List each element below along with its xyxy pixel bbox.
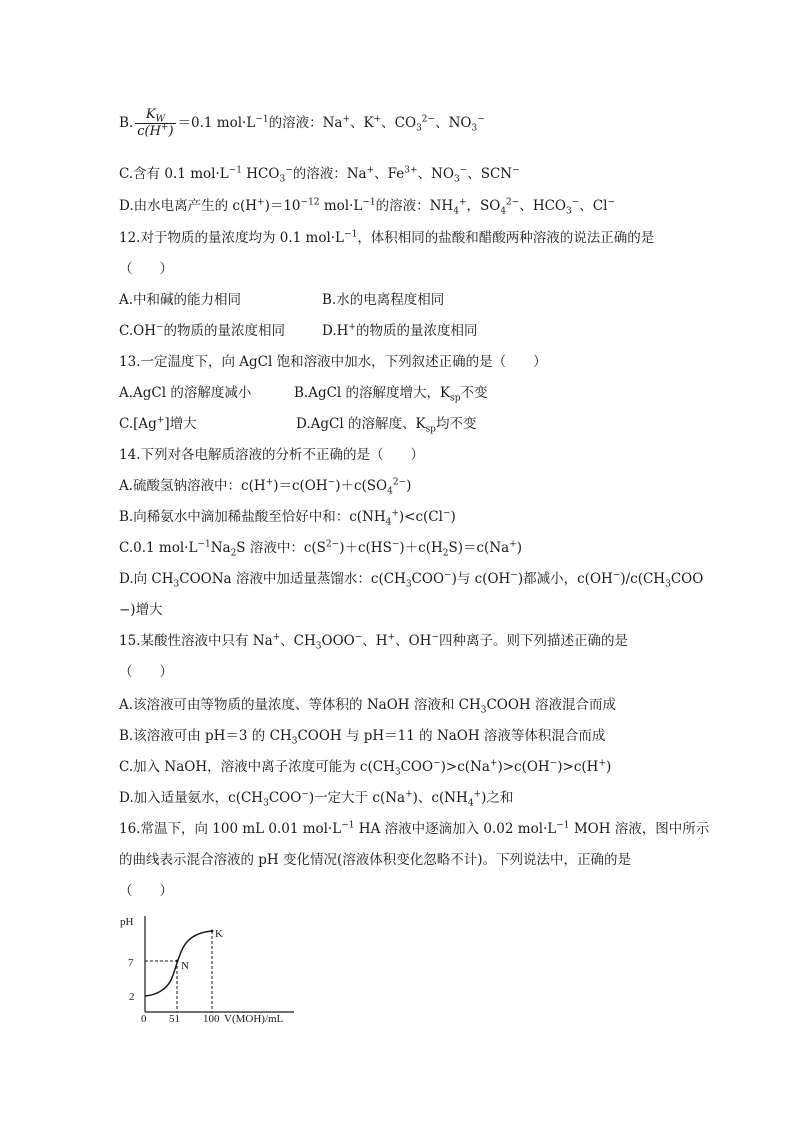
y-tick-2: 2	[129, 991, 135, 1003]
q14-stem: 14.下列对各电解质溶液的分析不正确的是（ ）	[119, 447, 424, 463]
q14-option-b: B.向稀氨水中滴加稀盐酸至恰好中和：$c(NH_4^+)<c(Cl^-)$	[119, 508, 456, 528]
q11-option-d: D.由水电离产生的 $c(H^+)=10^{-12}$ $mol\cdot L^{-1}$的溶液：$NH_4^+$，$SO_4^{2-}$、$HCO_3^-$、Cl−	[119, 197, 615, 217]
kw-fraction: $\frac{K_W}{c(H^+)}$	[137, 107, 174, 139]
q12-option-c: C.OH−的物质的量浓度相同	[119, 322, 286, 339]
titration-curve-svg	[118, 912, 298, 1028]
q11-option-b: B. $\frac{K_W}{c(H^+)}$ ＝0.1 $mol\cdot L^{-1}$的溶液：Na+、K+、$CO_3^{2-}$、$NO_3^-$	[119, 107, 485, 139]
q12-option-a: A.中和碱的能力相同	[119, 292, 242, 308]
q14-option-c: C.0.1 $mol\cdot L^{-1}Na_2S$ 溶液中：$c(S^{2-})+c(HS^-)+c(H_2S)=c(Na^+)$	[119, 539, 523, 559]
q13-option-c: C.[Ag+]增大	[119, 415, 197, 432]
q11-option-c: C.含有 0.1 $mol\cdot L^{-1}$ $HCO_3^-$的溶液：Na+、$Fe^{3+}$、$NO_3^-$、SCN−	[119, 165, 520, 185]
q15-option-c: C.加入 NaOH，溶液中离子浓度可能为 $c(CH_3COO^-)>c(Na^+)>c(OH^-)>c(H^+)$	[119, 758, 612, 778]
point-k-label: K	[215, 928, 223, 940]
point-n-marker	[176, 960, 179, 963]
q16-stem-line-1: 16.常温下，向 100 mL 0.01 $mol\cdot L^{-1}$ HA 溶液中逐滴加入 0.02 $mol\cdot L^{-1}$ MOH 溶液，图中所示	[119, 820, 710, 837]
q13-option-d: D.AgCl 的溶解度、$K_{sp}$均不变	[296, 416, 477, 435]
q16-stem-line-2: 的曲线表示混合溶液的 pH 变化情况(溶液体积变化忽略不计)。下列说法中，正确的是	[119, 852, 632, 868]
point-k-marker	[211, 930, 214, 933]
q12-answer-blank: （ ）	[119, 261, 173, 277]
q12-stem: 12.对于物质的量浓度均为 0.1 $mol\cdot L^{-1}$，体积相同的盐酸和醋酸两种溶液的说法正确的是	[119, 229, 655, 246]
q14-option-d: D.向 $CH_3COONa$ 溶液中加适量蒸馏水：$c(CH_3COO^-)$与 c(OH−)都减小，$c(OH^-)/c(CH_3COO$	[119, 570, 704, 590]
q12-option-d: D.H+的物质的量浓度相同	[322, 322, 478, 339]
titration-curve	[145, 931, 212, 996]
q12-option-b: B.水的电离程度相同	[322, 292, 445, 308]
x-tick-51: 51	[169, 1013, 180, 1025]
titration-curve-figure	[118, 912, 298, 1028]
q13-option-a: A.AgCl 的溶解度减小	[119, 385, 252, 401]
q14-option-d-continued: −)增大	[119, 602, 163, 618]
q13-option-b: B.AgCl 的溶解度增大，$K_{sp}$不变	[294, 385, 488, 404]
q15-answer-blank: （ ）	[119, 664, 173, 680]
q15-stem: 15.某酸性溶液中只有 Na+、$CH_3OOO^-$、H+、OH−四种离子。则下列描述正确的是	[119, 632, 628, 652]
q16-answer-blank: （ ）	[119, 883, 173, 899]
q15-option-b: B.该溶液可由 pH＝3 的 $CH_3COOH$ 与 pH＝11 的 NaOH 溶液等体积混合而成	[119, 728, 606, 747]
q15-option-d: D.加入适量氨水，$c(CH_3COO^-)$一定大于 c(Na+)、$c(NH_4^+)$之和	[119, 789, 514, 809]
x-tick-0: 0	[141, 1013, 147, 1025]
y-axis-label: pH	[120, 916, 134, 928]
q13-stem: 13.一定温度下，向 AgCl 饱和溶液中加水，下列叙述正确的是（ ）	[119, 354, 547, 370]
x-axis-label: V(MOH)/mL	[224, 1013, 284, 1025]
q15-option-a: A.该溶液可由等物质的量浓度、等体积的 NaOH 溶液和 $CH_3COOH$ 溶液混合而成	[119, 697, 616, 716]
q14-option-a: A.硫酸氢钠溶液中：$c(H^+)=c(OH^-)+c(SO_4^{2-})$	[119, 477, 412, 497]
point-n-label: N	[181, 960, 189, 972]
y-tick-7: 7	[128, 957, 134, 969]
x-tick-100: 100	[203, 1013, 220, 1025]
